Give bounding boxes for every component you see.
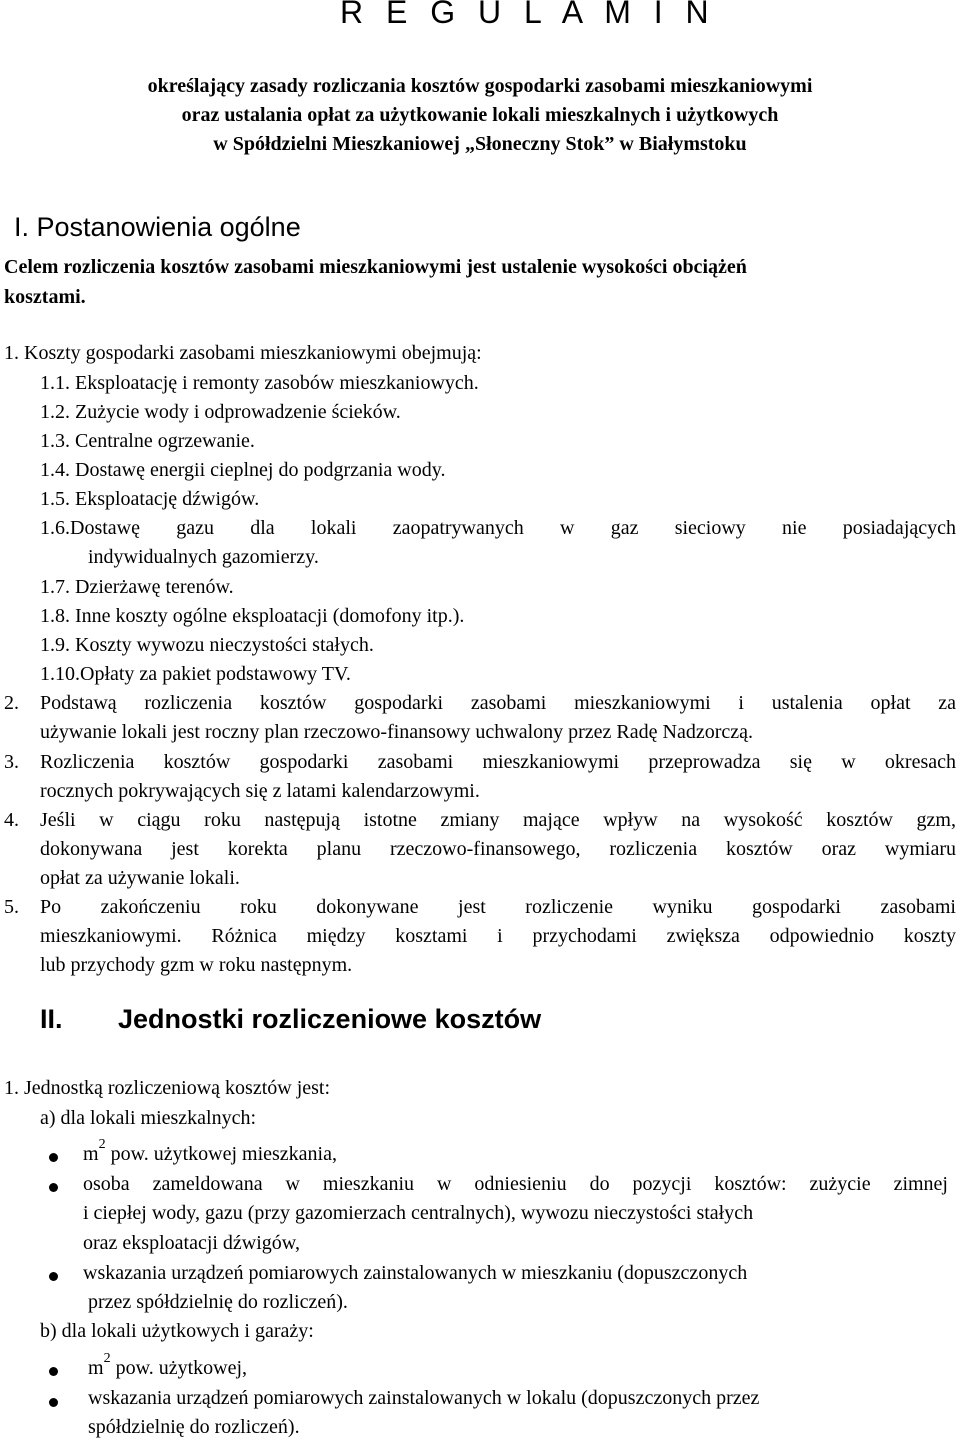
list-item-1-2: 1.2. Zużycie wody i odprowadzenie ścieków. — [40, 401, 401, 423]
a-item-2-line-2: i ciepłej wody, gazu (przy gazomierzach centralnych), wywozu nieczystości stałych — [83, 1202, 754, 1224]
section-1-intro-line-1: Celem rozliczenia kosztów zasobami mieszkaniowymi jest ustalenie wysokości obciążeń — [4, 256, 747, 278]
list-item-1-7: 1.7. Dzierżawę terenów. — [40, 576, 234, 598]
list-item-1-4: 1.4. Dostawę energii cieplnej do podgrzania wody. — [40, 459, 446, 481]
a-item-3-line-2: przez spółdzielnię do rozliczeń). — [88, 1291, 348, 1313]
list-item-1-5: 1.5. Eksploatację dźwigów. — [40, 488, 260, 510]
list-item-1-3: 1.3. Centralne ogrzewanie. — [40, 430, 255, 452]
point-2-line-1: Podstawą rozliczenia kosztów gospodarki zasobami mieszkaniowymi i ustalenia opłat za — [40, 692, 956, 714]
a-item-2-line-3: oraz eksploatacji dźwigów, — [83, 1232, 300, 1254]
point-5-line-2: mieszkaniowymi. Różnica między kosztami i przychodami zwiększa odpowiednio koszty — [40, 925, 956, 947]
list-item-1-6-cont: indywidualnych gazomierzy. — [88, 546, 319, 568]
list-item-1-10: 1.10.Opłaty za pakiet podstawowy TV. — [40, 663, 351, 685]
subtitle-line-2: oraz ustalania opłat za użytkowanie lokali mieszkalnych i użytkowych — [181, 104, 779, 126]
b-item-2-line-1: wskazania urządzeń pomiarowych zainstalowanych w lokalu (dopuszczonych przez — [88, 1387, 760, 1409]
point-5-number: 5. — [4, 896, 19, 918]
subpoint-a: a) dla lokali mieszkalnych: — [40, 1107, 257, 1129]
bullet-icon — [49, 1153, 58, 1162]
a-item-1: $m^2$ pow. użytkowej mieszkania, — [83, 1137, 337, 1165]
list-item-1-6: 1.6.Dostawę gazu dla lokali zaopatrywanych w gaz sieciowy nie posiadających — [40, 517, 956, 539]
section-2-heading: Jednostki rozliczeniowe kosztów — [118, 1004, 542, 1034]
a-item-3-line-1: wskazania urządzeń pomiarowych zainstalowanych w mieszkaniu (dopuszczonych — [83, 1262, 748, 1284]
point-4-line-1: Jeśli w ciągu roku następują istotne zmiany mające wpływ na wysokość kosztów gzm, — [40, 809, 956, 831]
list-item-1-9: 1.9. Koszty wywozu nieczystości stałych. — [40, 634, 374, 656]
bullet-icon — [49, 1272, 58, 1281]
document-title: R E G U L A M I N — [340, 0, 716, 30]
section-1-point-1: 1. Koszty gospodarki zasobami mieszkaniowymi obejmują: — [4, 342, 482, 364]
subtitle-line-1: określający zasady rozliczania kosztów gospodarki zasobami mieszkaniowymi — [147, 75, 813, 97]
point-3-number: 3. — [4, 751, 19, 773]
point-2-line-2: używanie lokali jest roczny plan rzeczowo-finansowy uchwalony przez Radę Nadzorczą. — [40, 721, 754, 743]
point-5-line-3: lub przychody gzm w roku następnym. — [40, 954, 353, 976]
point-4-line-3: opłat za używanie lokali. — [40, 867, 240, 889]
section-2-point-1: 1. Jednostką rozliczeniową kosztów jest: — [4, 1077, 331, 1099]
bullet-icon — [49, 1367, 58, 1376]
subpoint-b: b) dla lokali użytkowych i garaży: — [40, 1320, 314, 1342]
section-1-intro-line-2: kosztami. — [4, 286, 86, 308]
list-item-1-1: 1.1. Eksploatację i remonty zasobów mieszkaniowych. — [40, 372, 479, 394]
point-5-line-1: Po zakończeniu roku dokonywane jest rozliczenie wyniku gospodarki zasobami — [40, 896, 956, 918]
b-item-2-line-2: spółdzielnię do rozliczeń). — [88, 1416, 300, 1438]
b-item-1: $m^2$ pow. użytkowej, — [88, 1351, 248, 1379]
bullet-icon — [49, 1398, 58, 1407]
point-2-number: 2. — [4, 692, 19, 714]
list-item-1-8: 1.8. Inne koszty ogólne eksploatacji (domofony itp.). — [40, 605, 465, 627]
point-4-line-2: dokonywana jest korekta planu rzeczowo-finansowego, rozliczenia kosztów oraz wymiaru — [40, 838, 956, 860]
point-4-number: 4. — [4, 809, 19, 831]
point-3-line-2: rocznych pokrywających się z latami kalendarzowymi. — [40, 780, 480, 802]
subtitle-line-3: w Spółdzielni Mieszkaniowej „Słoneczny Stok” w Białymstoku — [213, 133, 747, 155]
point-3-line-1: Rozliczenia kosztów gospodarki zasobami mieszkaniowymi przeprowadza się w okresach — [40, 751, 956, 773]
a-item-2-line-1: osoba zameldowana w mieszkaniu w odniesieniu do pozycji kosztów: zużycie zimnej — [83, 1173, 948, 1195]
section-2-number: II. — [40, 1004, 63, 1034]
section-1-heading: I. Postanowienia ogólne — [14, 212, 301, 242]
bullet-icon — [49, 1183, 58, 1192]
